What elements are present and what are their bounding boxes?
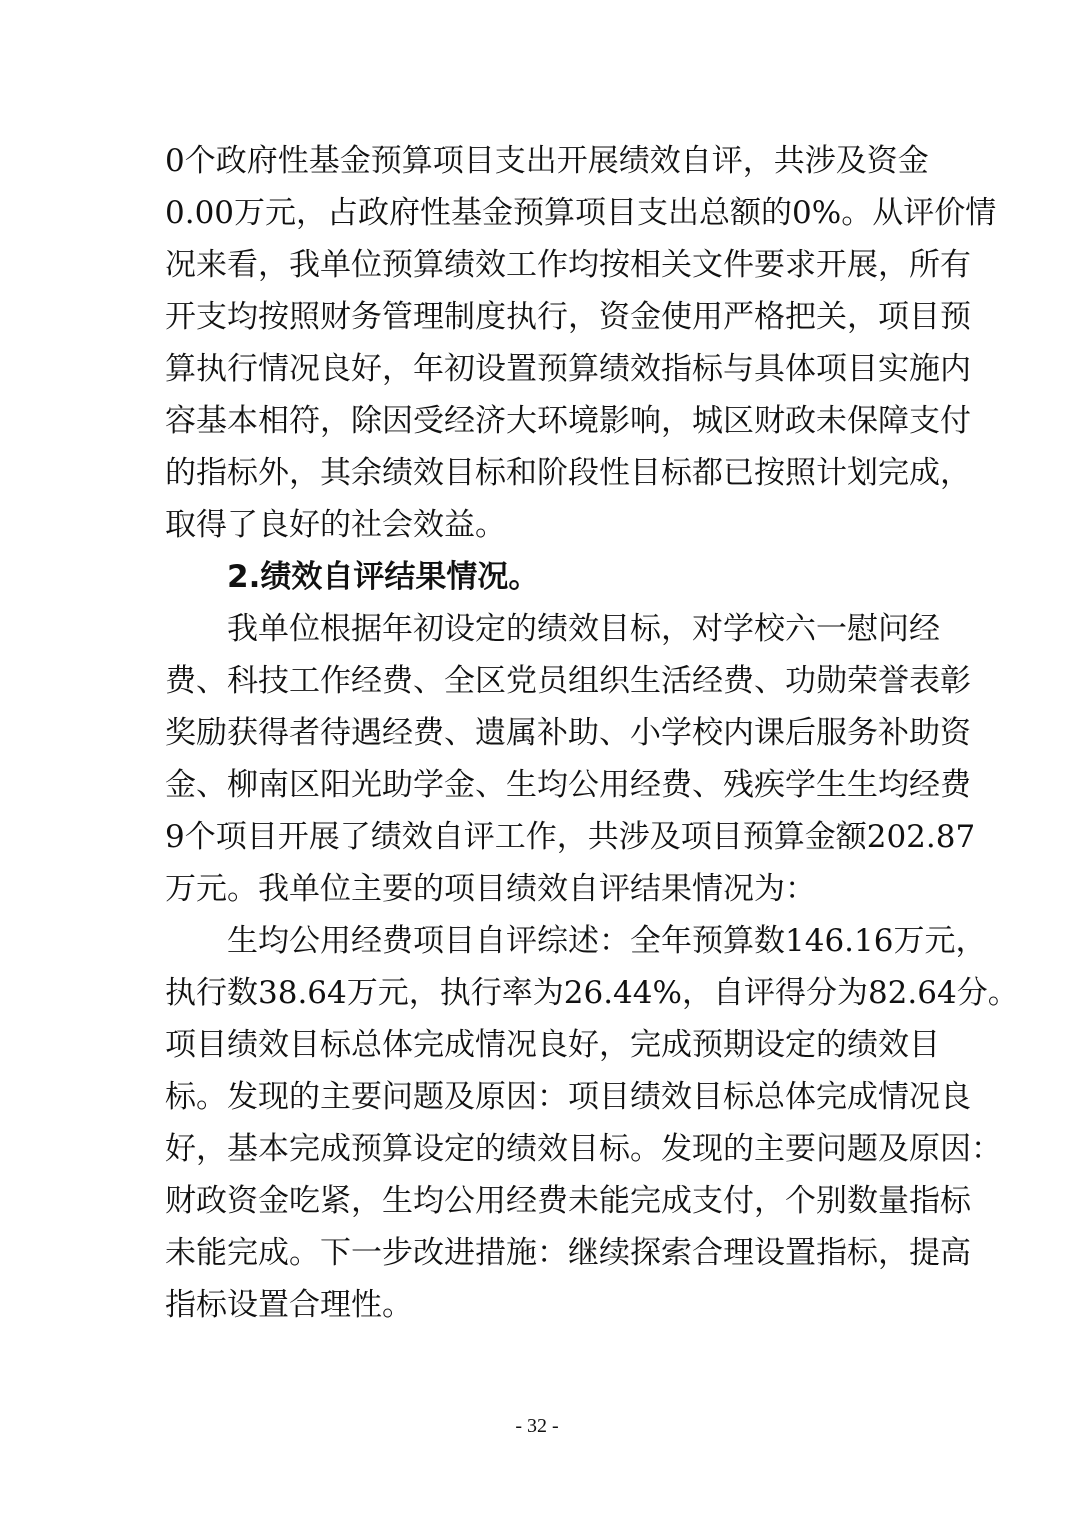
text-line: 我单位根据年初设定的绩效目标，对学校六一慰问经 <box>227 611 940 647</box>
text-line: 取得了良好的社会效益。 <box>165 507 506 543</box>
paragraph-self-evaluation-projects <box>165 603 976 915</box>
text-line: 开支均按照财务管理制度执行，资金使用严格把关，项目预 <box>165 299 971 335</box>
text-line: 金、柳南区阳光助学金、生均公用经费、残疾学生生均经费 <box>165 767 971 803</box>
text-line: 指标设置合理性。 <box>165 1287 413 1323</box>
text-line: 好，基本完成预算设定的绩效目标。发现的主要问题及原因： <box>165 1131 1002 1167</box>
text-line: 0个政府性基金预算项目支出开展绩效自评，共涉及资金 <box>165 143 929 179</box>
text-line: 的指标外，其余绩效目标和阶段性目标都已按照计划完成， <box>165 455 971 491</box>
text-line: 万元。我单位主要的项目绩效自评结果情况为： <box>165 871 816 907</box>
text-line: 奖励获得者待遇经费、遗属补助、小学校内课后服务补助资 <box>165 715 971 751</box>
text-line: 9个项目开展了绩效自评工作，共涉及项目预算金额202.87 <box>165 819 976 855</box>
text-line: 容基本相符，除因受经济大环境影响，城区财政未保障支付 <box>165 403 971 439</box>
section-heading: 2.绩效自评结果情况。 <box>227 559 540 595</box>
text-line: 生均公用经费项目自评综述：全年预算数146.16万元， <box>227 923 987 959</box>
paragraph-public-funds-summary <box>165 915 1019 1331</box>
text-line: 项目绩效目标总体完成情况良好，完成预期设定的绩效目 <box>165 1027 940 1063</box>
page-body <box>165 135 1019 1331</box>
text-line: 标。发现的主要问题及原因：项目绩效目标总体完成情况良 <box>165 1079 971 1115</box>
text-line: 未能完成。下一步改进措施：继续探索合理设置指标，提高 <box>165 1235 971 1271</box>
text-line: 执行数38.64万元，执行率为26.44%，自评得分为82.64分。 <box>165 975 1019 1011</box>
page-number: - 32 - <box>515 1415 559 1437</box>
text-line: 财政资金吃紧，生均公用经费未能完成支付，个别数量指标 <box>165 1183 971 1219</box>
paragraph-performance-overview <box>165 135 997 551</box>
text-line: 况来看，我单位预算绩效工作均按相关文件要求开展，所有 <box>165 247 971 283</box>
text-line: 费、科技工作经费、全区党员组织生活经费、功勋荣誉表彰 <box>165 663 971 699</box>
text-line: 0.00万元，占政府性基金预算项目支出总额的0%。从评价情 <box>165 195 997 231</box>
text-line: 算执行情况良好，年初设置预算绩效指标与具体项目实施内 <box>165 351 971 387</box>
